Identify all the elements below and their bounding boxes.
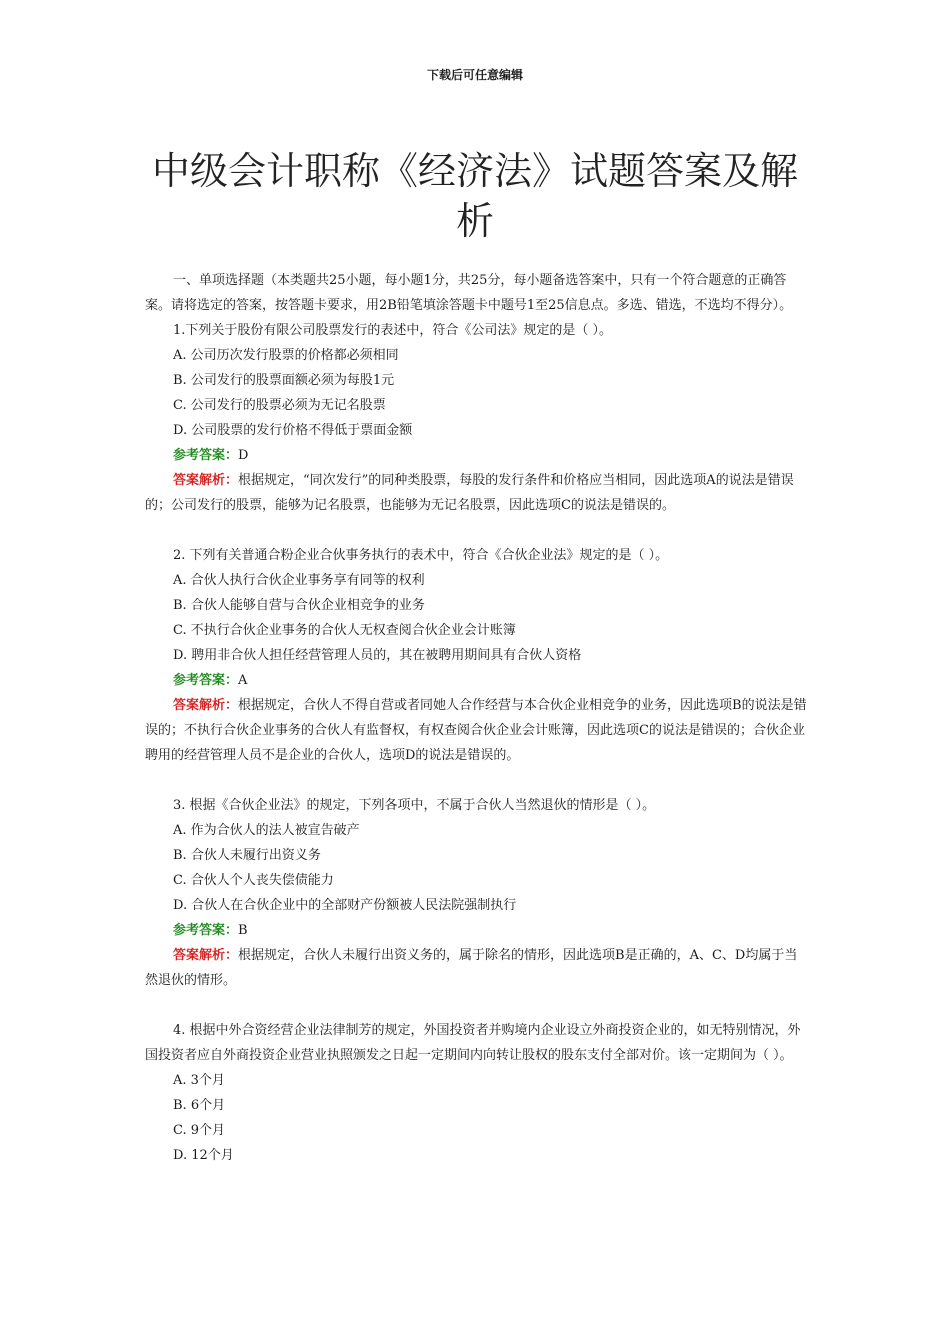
question-block	[145, 543, 807, 768]
answer-value: A	[238, 673, 248, 688]
question-stem: 4. 根据中外合资经营企业法律制芳的规定，外国投资者并购境内企业设立外商投资企业的，如无特别情况，外国投资者应自外商投资企业营业执照颁发之日起一定期间内向转让股权的股东支付全部对价。该一定期间为（ ）。	[145, 1023, 801, 1063]
option: B. 合伙人未履行出资义务	[173, 848, 321, 863]
option: B. 合伙人能够自营与合伙企业相竞争的业务	[173, 598, 425, 613]
answer-label: 参考答案：	[173, 448, 239, 463]
option: B. 公司发行的股票面额必须为每股1元	[173, 373, 395, 388]
option: B. 6个月	[173, 1098, 226, 1113]
page-header: 下载后可任意编辑	[426, 68, 523, 82]
option: A. 3个月	[173, 1073, 225, 1088]
answer-value: D	[238, 448, 249, 463]
answer-line	[145, 668, 807, 693]
option: C. 公司发行的股票必须为无记名股票	[173, 398, 386, 413]
option: C. 不执行合伙企业事务的合伙人无权查阅合伙企业会计账簿	[173, 623, 516, 638]
option: A. 合伙人执行合伙企业事务享有同等的权利	[173, 573, 425, 588]
explanation-text: 根据规定，“同次发行”的同种类股票，每股的发行条件和价格应当相同，因此选项A的说法是错误的；公司发行的股票，能够为记名股票，也能够为无记名股票，因此选项C的说法是错误的。	[145, 473, 794, 513]
explanation-label: 答案解析：	[173, 698, 239, 713]
spacer	[145, 993, 807, 1018]
option: C. 9个月	[173, 1123, 226, 1138]
question-stem: 3. 根据《合伙企业法》的规定，下列各项中，不属于合伙人当然退伙的情形是（ ）。	[173, 798, 656, 813]
question-block	[145, 1018, 807, 1168]
option: A. 作为合伙人的法人被宣告破产	[173, 823, 360, 838]
answer-line	[145, 918, 807, 943]
question-stem: 2. 下列有关普通合粉企业合伙事务执行的表术中，符合《合伙企业法》规定的是（ ）。	[173, 548, 669, 563]
option: D. 聘用非合伙人担任经营管理人员的，其在被聘用期间具有合伙人资格	[173, 648, 582, 663]
explanation-text: 根据规定，合伙人不得自营或者同她人合作经营与本合伙企业相竞争的业务，因此选项B的说法是错误的；不执行合伙企业事务的合伙人有监督权，有权查阅合伙企业会计账簿，因此选项C的说法是错误的；合伙企业聘用的经营管理人员不是企业的合伙人，选项D的说法是错误的。	[145, 698, 807, 763]
question-block	[145, 793, 807, 993]
section-intro: 一、单项选择题（本类题共25小题，每小题1分，共25分，每小题备选答案中，只有一个符合题意的正确答案。请将选定的答案，按答题卡要求，用2B铅笔填涂答题卡中题号1至25信息点。多选、错选，不选均不得分）。	[145, 273, 793, 313]
explanation-line	[145, 693, 807, 768]
option: C. 合伙人个人丧失偿债能力	[173, 873, 334, 888]
option: A. 公司历次发行股票的价格都必须相同	[173, 348, 399, 363]
spacer	[145, 768, 807, 793]
question-block	[145, 318, 807, 518]
explanation-label: 答案解析：	[173, 948, 239, 963]
answer-label: 参考答案：	[173, 673, 239, 688]
document-title: 中级会计职称《经济法》试题答案及解析	[151, 149, 798, 243]
explanation-text: 根据规定，合伙人未履行出资义务的，属于除名的情形，因此选项B是正确的，A、C、D均属于当然退伙的情形。	[145, 948, 798, 988]
option: D. 公司股票的发行价格不得低于票面金额	[173, 423, 413, 438]
spacer	[145, 518, 807, 543]
explanation-line	[145, 943, 807, 993]
explanation-label: 答案解析：	[173, 473, 239, 488]
option: D. 12个月	[173, 1148, 234, 1163]
document-body	[145, 268, 807, 1168]
question-stem: 1.下列关于股份有限公司股票发行的表述中，符合《公司法》规定的是（ ）。	[173, 323, 613, 338]
explanation-line	[145, 468, 807, 518]
option: D. 合伙人在合伙企业中的全部财产份额被人民法院强制执行	[173, 898, 517, 913]
answer-line	[145, 443, 807, 468]
answer-label: 参考答案：	[173, 923, 239, 938]
answer-value: B	[238, 923, 248, 938]
